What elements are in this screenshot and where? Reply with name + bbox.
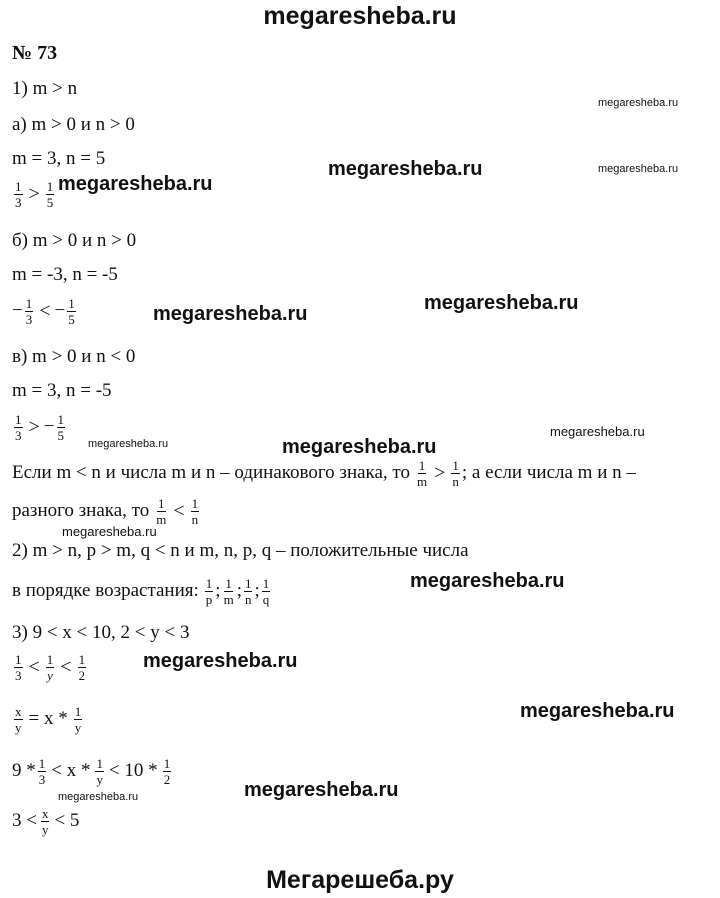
fraction: $\frac{1}{5}$ bbox=[57, 411, 64, 443]
part1-case-a-values: m = 3, n = 5 bbox=[12, 148, 106, 169]
fraction: $\frac{1}{m}$ bbox=[156, 495, 167, 527]
part2-order: в порядке возрастания: $\frac{1}{p}$ ; $\frac{1}{m}$ ; $\frac{1}{n}$ ; $\frac{1}{q}$ bbox=[12, 575, 270, 607]
watermark: megaresheba.ru bbox=[282, 436, 437, 458]
watermark: megaresheba.ru bbox=[520, 700, 675, 722]
part1-case-b-values: m = -3, n = -5 bbox=[12, 264, 118, 285]
fraction: $\frac{1}{5}$ bbox=[68, 295, 75, 327]
part1-case-v-inequality: $\frac{1}{3}$ > − $\frac{1}{5}$ bbox=[15, 411, 64, 443]
watermark: megaresheba.ru bbox=[143, 650, 298, 672]
fraction: $\frac{1}{3}$ bbox=[38, 755, 46, 787]
problem-number: № 73 bbox=[12, 42, 58, 64]
fraction: $\frac{1}{m}$ bbox=[416, 457, 428, 489]
part3-result: 3 < $\frac{x}{y}$ < 5 bbox=[12, 805, 80, 837]
part3-inequality-1: $\frac{1}{3}$ < $\frac{1}{y}$ < $\frac{1}{2}$ bbox=[15, 651, 86, 683]
part1-conclusion-line1: Если m < n и числа m и n – одинакового знака, то $\frac{1}{m}$ > $\frac{1}{n}$ ; а если числа m и n – bbox=[12, 457, 636, 489]
part1-case-b-condition: б) m > 0 и n > 0 bbox=[12, 230, 137, 251]
watermark: megaresheba.ru bbox=[550, 424, 645, 439]
site-footer: Мегарешеба.ру bbox=[266, 866, 454, 894]
part1-case-v-condition: в) m > 0 и n < 0 bbox=[12, 346, 136, 367]
part1-case-a-inequality: $\frac{1}{3}$ > $\frac{1}{5}$ bbox=[15, 178, 54, 210]
watermark: megaresheba.ru bbox=[244, 779, 399, 801]
watermark: megaresheba.ru bbox=[598, 163, 679, 175]
part3-title: 3) 9 < x < 10, 2 < y < 3 bbox=[12, 622, 190, 643]
fraction: $\frac{1}{3}$ bbox=[15, 411, 22, 443]
watermark: megaresheba.ru bbox=[328, 158, 483, 180]
part1-case-v-values: m = 3, n = -5 bbox=[12, 380, 112, 401]
watermark: megaresheba.ru bbox=[598, 97, 679, 109]
fraction: $\frac{1}{2}$ bbox=[78, 651, 86, 683]
part1-case-a-condition: а) m > 0 и n > 0 bbox=[12, 114, 135, 135]
watermark: megaresheba.ru bbox=[153, 303, 308, 325]
part2-title: 2) m > n, p > m, q < n и m, n, p, q – положительные числа bbox=[12, 540, 469, 561]
fraction: $\frac{1}{5}$ bbox=[46, 178, 54, 210]
watermark: megaresheba.ru bbox=[410, 570, 565, 592]
fraction: $\frac{x}{y}$ bbox=[41, 805, 49, 837]
watermark: megaresheba.ru bbox=[62, 524, 157, 539]
part3-inequality-2: 9 * $\frac{1}{3}$ < x * $\frac{1}{y}$ < 10 * $\frac{1}{2}$ bbox=[12, 755, 171, 787]
watermark: megaresheba.ru bbox=[88, 438, 169, 450]
part3-equation: $\frac{x}{y}$ = x * $\frac{1}{y}$ bbox=[15, 703, 82, 735]
watermark: megaresheba.ru bbox=[424, 292, 579, 314]
fraction: $\frac{1}{y}$ bbox=[46, 651, 54, 683]
fraction: $\frac{1}{y}$ bbox=[74, 703, 82, 735]
fraction: $\frac{1}{p}$ bbox=[205, 575, 213, 607]
site-header: megaresheba.ru bbox=[263, 2, 457, 30]
part1-title: 1) m > n bbox=[12, 78, 78, 99]
fraction: $\frac{1}{3}$ bbox=[15, 178, 22, 210]
part1-case-b-inequality: − $\frac{1}{3}$ < − $\frac{1}{5}$ bbox=[12, 295, 75, 327]
watermark: megaresheba.ru bbox=[58, 173, 213, 195]
fraction: $\frac{1}{q}$ bbox=[262, 575, 270, 607]
fraction: $\frac{1}{3}$ bbox=[15, 651, 22, 683]
fraction: $\frac{1}{y}$ bbox=[96, 755, 103, 787]
part1-conclusion-line2: разного знака, то $\frac{1}{m}$ < $\frac{1}{n}$ bbox=[12, 495, 199, 527]
fraction: $\frac{1}{2}$ bbox=[163, 755, 171, 787]
fraction: $\frac{1}{n}$ bbox=[191, 495, 199, 527]
fraction: $\frac{1}{m}$ bbox=[223, 575, 234, 607]
fraction: $\frac{1}{3}$ bbox=[25, 295, 33, 327]
watermark: megaresheba.ru bbox=[58, 791, 139, 803]
fraction: $\frac{1}{n}$ bbox=[452, 457, 459, 489]
fraction: $\frac{1}{n}$ bbox=[244, 575, 252, 607]
fraction: $\frac{x}{y}$ bbox=[15, 703, 22, 735]
